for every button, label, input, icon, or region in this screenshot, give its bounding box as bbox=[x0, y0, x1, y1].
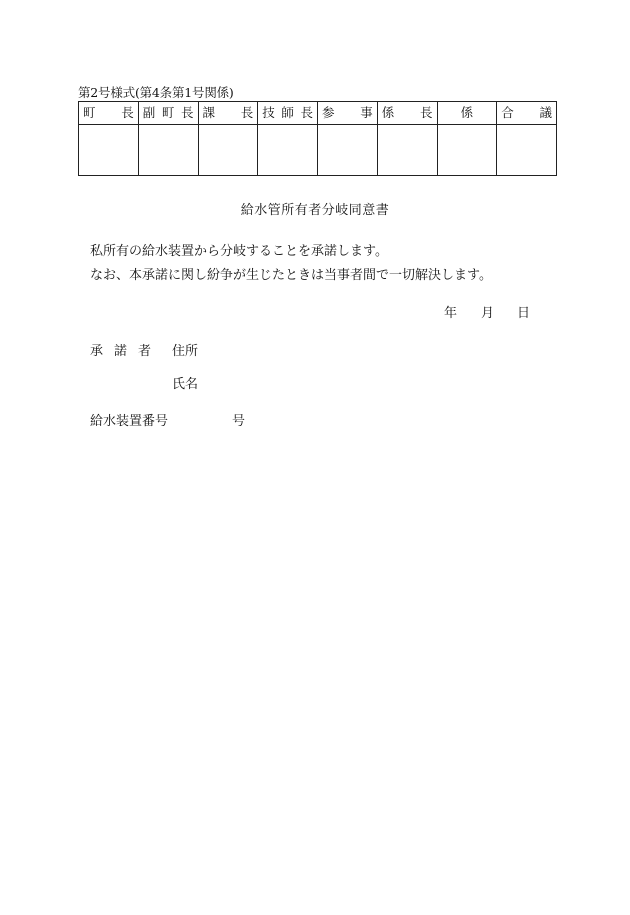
stamp-box-subsection-chief bbox=[377, 125, 437, 176]
approval-label-char: 師 bbox=[281, 104, 294, 120]
approval-header-cell-deputy-mayor bbox=[138, 102, 198, 125]
approval-header-cell-mayor bbox=[79, 102, 139, 125]
stamp-box-councilor bbox=[318, 125, 378, 176]
approval-header-row bbox=[79, 102, 557, 125]
approval-label-char: 課 bbox=[202, 104, 216, 120]
approval-stamp-row bbox=[79, 125, 557, 176]
approval-label-consultation bbox=[501, 104, 552, 120]
date-month-label: 月 bbox=[481, 306, 495, 321]
approval-label-char: 長 bbox=[419, 104, 433, 120]
approval-label-chief-engineer bbox=[262, 104, 313, 120]
approval-label-char: 長 bbox=[180, 104, 194, 120]
consenter-label: 承諾者 bbox=[90, 344, 163, 359]
stamp-box-mayor bbox=[79, 125, 139, 176]
approval-label-char: 合 bbox=[501, 104, 514, 120]
date-year-label: 年 bbox=[444, 306, 458, 321]
approval-label-char: 長 bbox=[121, 104, 134, 120]
name-label: 氏名 bbox=[172, 377, 199, 392]
approval-label-char: 参 bbox=[322, 104, 335, 120]
approval-label-councilor bbox=[322, 104, 373, 120]
approval-label-staff bbox=[442, 104, 493, 120]
approval-label-char: 技 bbox=[262, 104, 275, 120]
approval-label-char: 係 bbox=[460, 104, 474, 120]
consent-paragraph-2: なお、本承諾に関し紛争が生じたときは当事者間で一切解決します。 bbox=[90, 268, 492, 283]
number-suffix-label: 号 bbox=[232, 414, 246, 429]
approval-label-char: 長 bbox=[240, 104, 254, 120]
stamp-box-chief-engineer bbox=[258, 125, 318, 176]
stamp-box-staff bbox=[437, 125, 497, 176]
approval-header-cell-section-chief bbox=[198, 102, 258, 125]
approval-label-char: 町 bbox=[83, 104, 96, 120]
stamp-box-deputy-mayor bbox=[138, 125, 198, 176]
approval-header-cell-staff bbox=[437, 102, 497, 125]
approval-label-char: 町 bbox=[161, 104, 175, 120]
approval-header-cell-councilor bbox=[318, 102, 378, 125]
form-number: 第2号様式(第4条第1号関係) bbox=[78, 85, 234, 100]
date-day-label: 日 bbox=[517, 306, 531, 321]
approval-label-section-chief bbox=[202, 104, 254, 120]
approval-header-cell-chief-engineer bbox=[258, 102, 318, 125]
consent-paragraph-1: 私所有の給水装置から分岐することを承諾します。 bbox=[90, 244, 388, 259]
approval-stamp-table bbox=[78, 101, 557, 176]
approval-label-char: 議 bbox=[539, 104, 552, 120]
approval-label-deputy-mayor bbox=[142, 104, 194, 120]
address-label: 住所 bbox=[172, 344, 199, 359]
stamp-box-section-chief bbox=[198, 125, 258, 176]
document-title: 給水管所有者分岐同意書 bbox=[240, 203, 390, 218]
approval-label-char: 係 bbox=[381, 104, 395, 120]
device-number-label: 給水装置番号 bbox=[90, 414, 169, 429]
approval-label-subsection-chief bbox=[381, 104, 433, 120]
approval-label-char: 長 bbox=[300, 104, 313, 120]
approval-header-cell-consultation bbox=[497, 102, 557, 125]
approval-label-mayor bbox=[83, 104, 134, 120]
approval-label-char: 副 bbox=[142, 104, 156, 120]
stamp-box-consultation bbox=[497, 125, 557, 176]
approval-label-char: 事 bbox=[360, 104, 373, 120]
approval-header-cell-subsection-chief bbox=[377, 102, 437, 125]
